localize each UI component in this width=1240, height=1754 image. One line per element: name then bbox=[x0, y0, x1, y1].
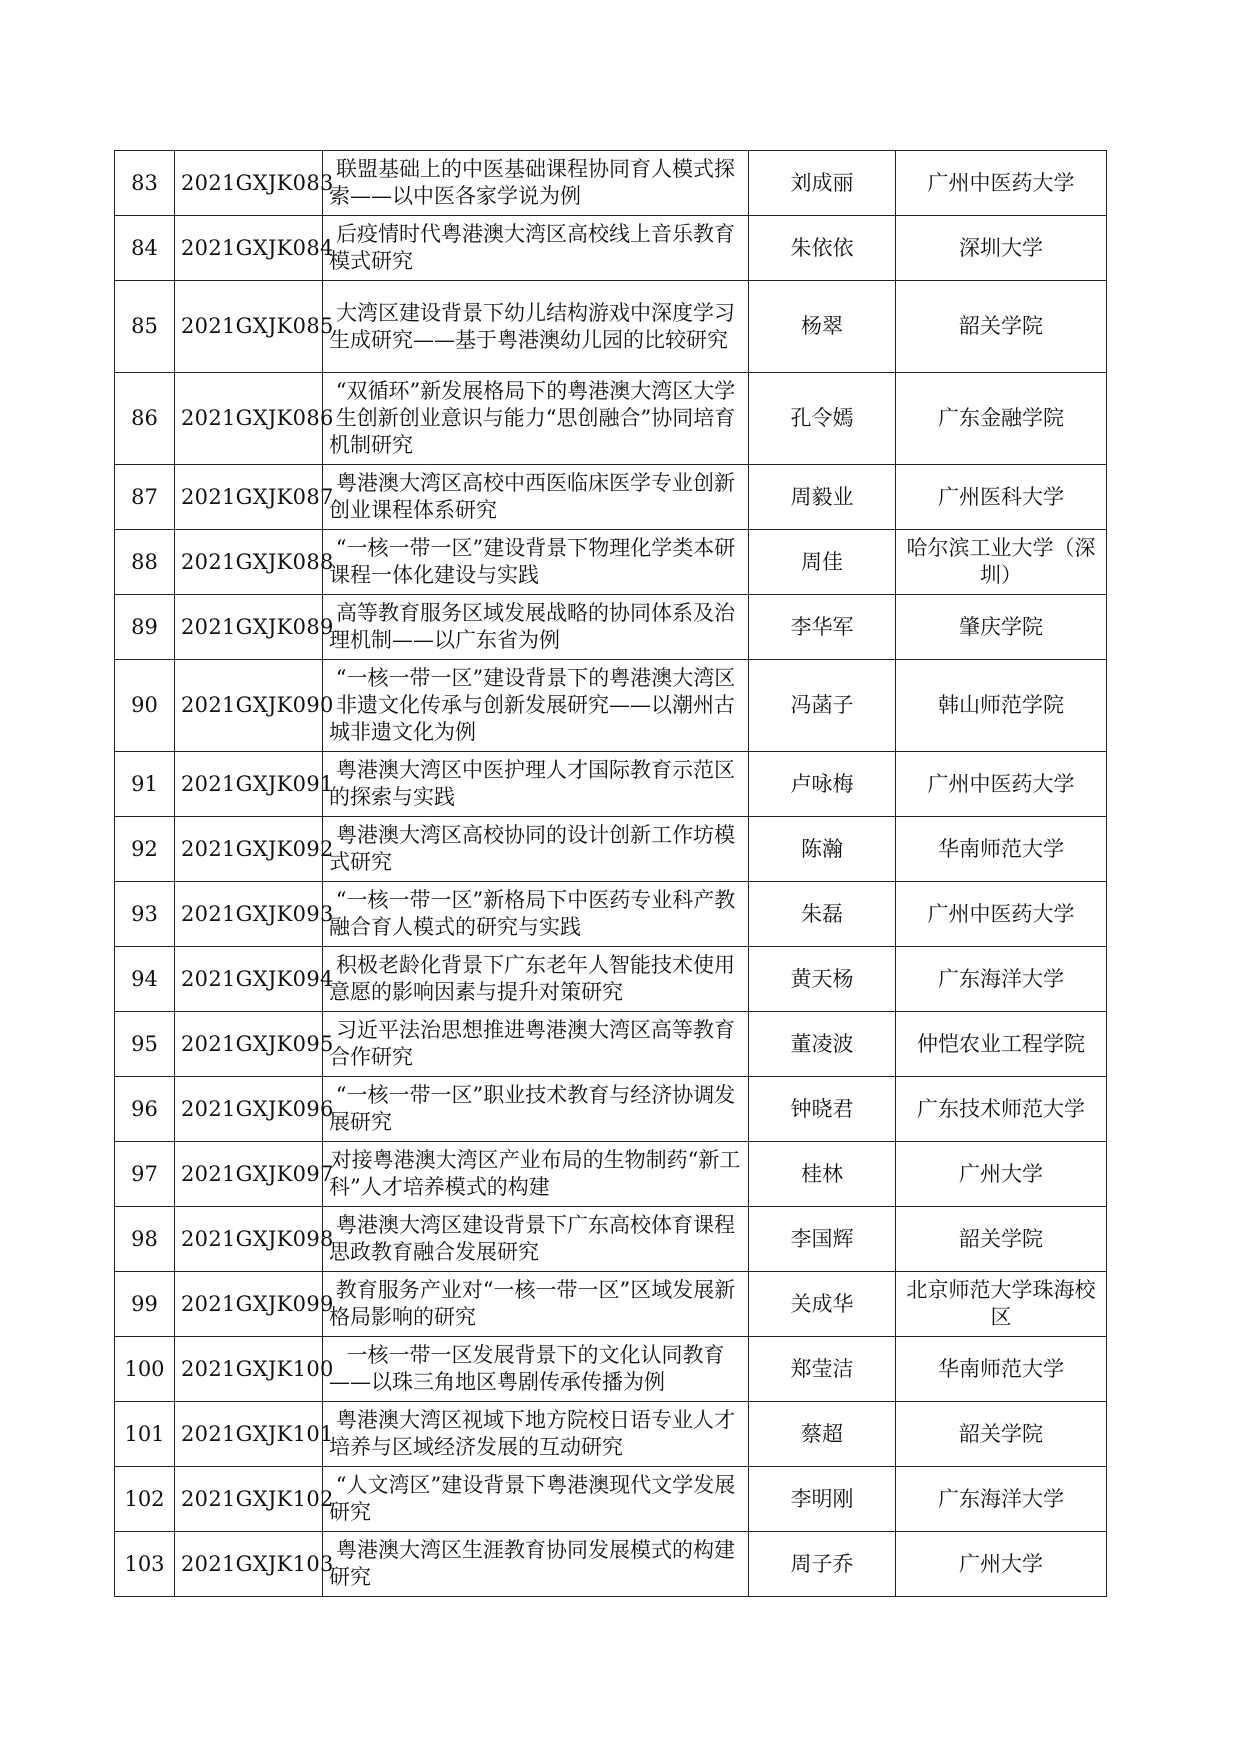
project-title: 粤港澳大湾区建设背景下广东高校体育课程思政教育融合发展研究 bbox=[323, 1207, 749, 1272]
project-institution: 肇庆学院 bbox=[896, 595, 1107, 660]
table-row bbox=[115, 373, 1107, 465]
row-number: 87 bbox=[115, 465, 175, 530]
project-institution: 韶关学院 bbox=[896, 1402, 1107, 1467]
project-institution: 广东海洋大学 bbox=[896, 947, 1107, 1012]
table-row bbox=[115, 465, 1107, 530]
project-title: 对接粤港澳大湾区产业布局的生物制药“新工科”人才培养模式的构建 bbox=[323, 1142, 749, 1207]
project-institution: 仲恺农业工程学院 bbox=[896, 1012, 1107, 1077]
project-code: 2021GXJK097 bbox=[175, 1142, 323, 1207]
project-institution: 广州医科大学 bbox=[896, 465, 1107, 530]
row-number: 91 bbox=[115, 752, 175, 817]
project-table-body bbox=[115, 151, 1107, 1597]
project-leader: 李国辉 bbox=[749, 1207, 896, 1272]
table-row bbox=[115, 1467, 1107, 1532]
row-number: 85 bbox=[115, 281, 175, 373]
project-leader: 卢咏梅 bbox=[749, 752, 896, 817]
project-title: “一核一带一区”职业技术教育与经济协调发展研究 bbox=[323, 1077, 749, 1142]
project-title: 一核一带一区发展背景下的文化认同教育——以珠三角地区粤剧传承传播为例 bbox=[323, 1337, 749, 1402]
project-code: 2021GXJK090 bbox=[175, 660, 323, 752]
project-title: “一核一带一区”新格局下中医药专业科产教融合育人模式的研究与实践 bbox=[323, 882, 749, 947]
table-row bbox=[115, 752, 1107, 817]
table-row bbox=[115, 281, 1107, 373]
table-row bbox=[115, 530, 1107, 595]
project-code: 2021GXJK103 bbox=[175, 1532, 323, 1597]
project-title: 粤港澳大湾区生涯教育协同发展模式的构建研究 bbox=[323, 1532, 749, 1597]
table-row bbox=[115, 1532, 1107, 1597]
project-code: 2021GXJK087 bbox=[175, 465, 323, 530]
row-number: 96 bbox=[115, 1077, 175, 1142]
project-title: “一核一带一区”建设背景下的粤港澳大湾区非遗文化传承与创新发展研究——以潮州古城非遗文化为例 bbox=[323, 660, 749, 752]
project-institution: 韶关学院 bbox=[896, 1207, 1107, 1272]
project-leader: 刘成丽 bbox=[749, 151, 896, 216]
project-code: 2021GXJK091 bbox=[175, 752, 323, 817]
project-code: 2021GXJK092 bbox=[175, 817, 323, 882]
table-row bbox=[115, 151, 1107, 216]
row-number: 101 bbox=[115, 1402, 175, 1467]
project-institution: 北京师范大学珠海校区 bbox=[896, 1272, 1107, 1337]
project-code: 2021GXJK100 bbox=[175, 1337, 323, 1402]
table-row bbox=[115, 1272, 1107, 1337]
project-title: 高等教育服务区域发展战略的协同体系及治理机制——以广东省为例 bbox=[323, 595, 749, 660]
project-code: 2021GXJK089 bbox=[175, 595, 323, 660]
project-leader: 李明刚 bbox=[749, 1467, 896, 1532]
table-row bbox=[115, 1077, 1107, 1142]
project-leader: 蔡超 bbox=[749, 1402, 896, 1467]
project-leader: 陈瀚 bbox=[749, 817, 896, 882]
project-code: 2021GXJK098 bbox=[175, 1207, 323, 1272]
project-leader: 杨翠 bbox=[749, 281, 896, 373]
project-title: “人文湾区”建设背景下粤港澳现代文学发展研究 bbox=[323, 1467, 749, 1532]
project-code: 2021GXJK095 bbox=[175, 1012, 323, 1077]
project-leader: 黄天杨 bbox=[749, 947, 896, 1012]
row-number: 90 bbox=[115, 660, 175, 752]
project-institution: 广州中医药大学 bbox=[896, 151, 1107, 216]
project-title: 粤港澳大湾区高校中西医临床医学专业创新创业课程体系研究 bbox=[323, 465, 749, 530]
project-leader: 朱磊 bbox=[749, 882, 896, 947]
project-title: “双循环”新发展格局下的粤港澳大湾区大学生创新创业意识与能力“思创融合”协同培育机制研究 bbox=[323, 373, 749, 465]
table-row bbox=[115, 947, 1107, 1012]
project-institution: 广州大学 bbox=[896, 1532, 1107, 1597]
project-code: 2021GXJK099 bbox=[175, 1272, 323, 1337]
project-leader: 钟晓君 bbox=[749, 1077, 896, 1142]
project-title: 教育服务产业对“一核一带一区”区域发展新格局影响的研究 bbox=[323, 1272, 749, 1337]
project-title: 粤港澳大湾区视域下地方院校日语专业人才培养与区域经济发展的互动研究 bbox=[323, 1402, 749, 1467]
project-leader: 周佳 bbox=[749, 530, 896, 595]
project-institution: 哈尔滨工业大学（深圳） bbox=[896, 530, 1107, 595]
project-institution: 深圳大学 bbox=[896, 216, 1107, 281]
project-table bbox=[114, 150, 1107, 1597]
project-code: 2021GXJK096 bbox=[175, 1077, 323, 1142]
project-institution: 韩山师范学院 bbox=[896, 660, 1107, 752]
project-leader: 桂林 bbox=[749, 1142, 896, 1207]
row-number: 94 bbox=[115, 947, 175, 1012]
project-leader: 郑莹洁 bbox=[749, 1337, 896, 1402]
project-code: 2021GXJK094 bbox=[175, 947, 323, 1012]
row-number: 103 bbox=[115, 1532, 175, 1597]
table-row bbox=[115, 1402, 1107, 1467]
table-row bbox=[115, 660, 1107, 752]
row-number: 83 bbox=[115, 151, 175, 216]
table-row bbox=[115, 595, 1107, 660]
row-number: 100 bbox=[115, 1337, 175, 1402]
project-leader: 冯菡子 bbox=[749, 660, 896, 752]
project-institution: 广东海洋大学 bbox=[896, 1467, 1107, 1532]
row-number: 97 bbox=[115, 1142, 175, 1207]
project-leader: 周毅业 bbox=[749, 465, 896, 530]
project-title: “一核一带一区”建设背景下物理化学类本研课程一体化建设与实践 bbox=[323, 530, 749, 595]
project-code: 2021GXJK088 bbox=[175, 530, 323, 595]
project-leader: 李华军 bbox=[749, 595, 896, 660]
project-title: 大湾区建设背景下幼儿结构游戏中深度学习生成研究——基于粤港澳幼儿园的比较研究 bbox=[323, 281, 749, 373]
project-institution: 华南师范大学 bbox=[896, 817, 1107, 882]
table-row bbox=[115, 1142, 1107, 1207]
project-leader: 周子乔 bbox=[749, 1532, 896, 1597]
project-institution: 华南师范大学 bbox=[896, 1337, 1107, 1402]
table-row bbox=[115, 1012, 1107, 1077]
row-number: 88 bbox=[115, 530, 175, 595]
project-title: 联盟基础上的中医基础课程协同育人模式探索——以中医各家学说为例 bbox=[323, 151, 749, 216]
project-code: 2021GXJK083 bbox=[175, 151, 323, 216]
row-number: 95 bbox=[115, 1012, 175, 1077]
project-leader: 董凌波 bbox=[749, 1012, 896, 1077]
row-number: 99 bbox=[115, 1272, 175, 1337]
project-institution: 广州大学 bbox=[896, 1142, 1107, 1207]
project-code: 2021GXJK085 bbox=[175, 281, 323, 373]
table-row bbox=[115, 882, 1107, 947]
table-row bbox=[115, 817, 1107, 882]
project-leader: 孔令嫣 bbox=[749, 373, 896, 465]
project-code: 2021GXJK086 bbox=[175, 373, 323, 465]
project-institution: 韶关学院 bbox=[896, 281, 1107, 373]
project-title: 习近平法治思想推进粤港澳大湾区高等教育合作研究 bbox=[323, 1012, 749, 1077]
project-leader: 关成华 bbox=[749, 1272, 896, 1337]
row-number: 86 bbox=[115, 373, 175, 465]
project-title: 积极老龄化背景下广东老年人智能技术使用意愿的影响因素与提升对策研究 bbox=[323, 947, 749, 1012]
project-institution: 广州中医药大学 bbox=[896, 752, 1107, 817]
project-institution: 广东金融学院 bbox=[896, 373, 1107, 465]
project-title: 后疫情时代粤港澳大湾区高校线上音乐教育模式研究 bbox=[323, 216, 749, 281]
project-leader: 朱依依 bbox=[749, 216, 896, 281]
row-number: 84 bbox=[115, 216, 175, 281]
row-number: 89 bbox=[115, 595, 175, 660]
project-title: 粤港澳大湾区中医护理人才国际教育示范区的探索与实践 bbox=[323, 752, 749, 817]
project-institution: 广东技术师范大学 bbox=[896, 1077, 1107, 1142]
project-title: 粤港澳大湾区高校协同的设计创新工作坊模式研究 bbox=[323, 817, 749, 882]
project-code: 2021GXJK093 bbox=[175, 882, 323, 947]
row-number: 102 bbox=[115, 1467, 175, 1532]
row-number: 98 bbox=[115, 1207, 175, 1272]
project-code: 2021GXJK101 bbox=[175, 1402, 323, 1467]
project-code: 2021GXJK102 bbox=[175, 1467, 323, 1532]
row-number: 93 bbox=[115, 882, 175, 947]
table-row bbox=[115, 1207, 1107, 1272]
table-row bbox=[115, 1337, 1107, 1402]
project-institution: 广州中医药大学 bbox=[896, 882, 1107, 947]
row-number: 92 bbox=[115, 817, 175, 882]
project-code: 2021GXJK084 bbox=[175, 216, 323, 281]
table-row bbox=[115, 216, 1107, 281]
